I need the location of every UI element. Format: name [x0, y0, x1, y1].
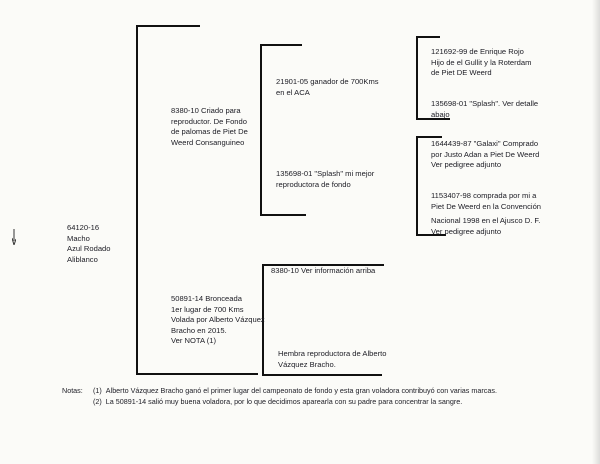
sire-info: 8380-10 Criado para reproductor. De Fondo de palomas de Piet De Weerd Consanguineo — [171, 106, 248, 147]
note-2-text: La 50891-14 salió muy buena voladora, por lo que decidimos aparearla con su padre para concentrar la sangre. — [105, 396, 463, 406]
note-2 — [62, 397, 497, 408]
bracket-sire-vertical — [260, 44, 262, 216]
note-2-number: (2) — [93, 396, 102, 406]
bracket-gen1-top — [136, 25, 200, 27]
bracket-sire-top — [260, 44, 302, 46]
bracket-sire-bottom — [260, 214, 306, 216]
notes-section — [62, 386, 497, 408]
bracket-ss-vertical — [416, 36, 418, 120]
dam-sire-info: 8380-10 Ver información arriba — [271, 266, 376, 275]
sd-sire-info: 1644439-87 "Galaxi" Comprado por Justo Adan a Piet De Weerd Ver pedigree adjunto — [431, 139, 540, 170]
notes-label: Notas: — [62, 386, 83, 395]
bracket-gen1-bottom — [136, 373, 258, 375]
dam-dam-info: Hembra reproductora de Alberto Vázquez Bracho. — [278, 349, 387, 369]
sd-dam-info: 1153407-98 comprada por mi a Piet De Weerd en la Convención — [431, 191, 542, 211]
note-1-text: Alberto Vázquez Bracho ganó el primer lugar del campeonato de fondo y esta gran voladora contribuyó con varias marcas. — [105, 386, 497, 395]
ss-dam-info: 135698-01 "Splash". Ver detalle abajo — [431, 99, 539, 119]
bracket-gen1-vertical — [136, 25, 138, 375]
sire-sire-info: 21901-05 ganador de 700Kms en el ACA — [276, 77, 379, 97]
bracket-ss-top — [416, 36, 440, 38]
sire-dam-info: 135698-01 "Splash" mi mejor reproductora de fondo — [276, 169, 375, 189]
bracket-dam-bottom — [262, 374, 382, 376]
bracket-sd-top — [416, 136, 442, 138]
ss-sire-info: 121692-99 de Enrique Rojo Hijo de el Gullit y la Roterdam de Piet DE Weerd — [431, 47, 532, 78]
note-1 — [62, 386, 497, 397]
scan-mark — [12, 229, 16, 245]
bracket-sd-vertical — [416, 136, 418, 236]
scan-shadow-edge — [592, 0, 600, 464]
sd-dam-extra-info: Nacional 1998 en el Ajusco D. F. Ver pedigree adjunto — [431, 216, 541, 236]
subject-bird: 64120-16 Macho Azul Rodado Aliblanco — [67, 223, 111, 264]
note-1-number: (1) — [93, 386, 102, 395]
dam-info: 50891-14 Bronceada 1er lugar de 700 Kms Volada por Alberto Vázquez Bracho en 2015. Ver NOTA (1) — [171, 294, 265, 346]
